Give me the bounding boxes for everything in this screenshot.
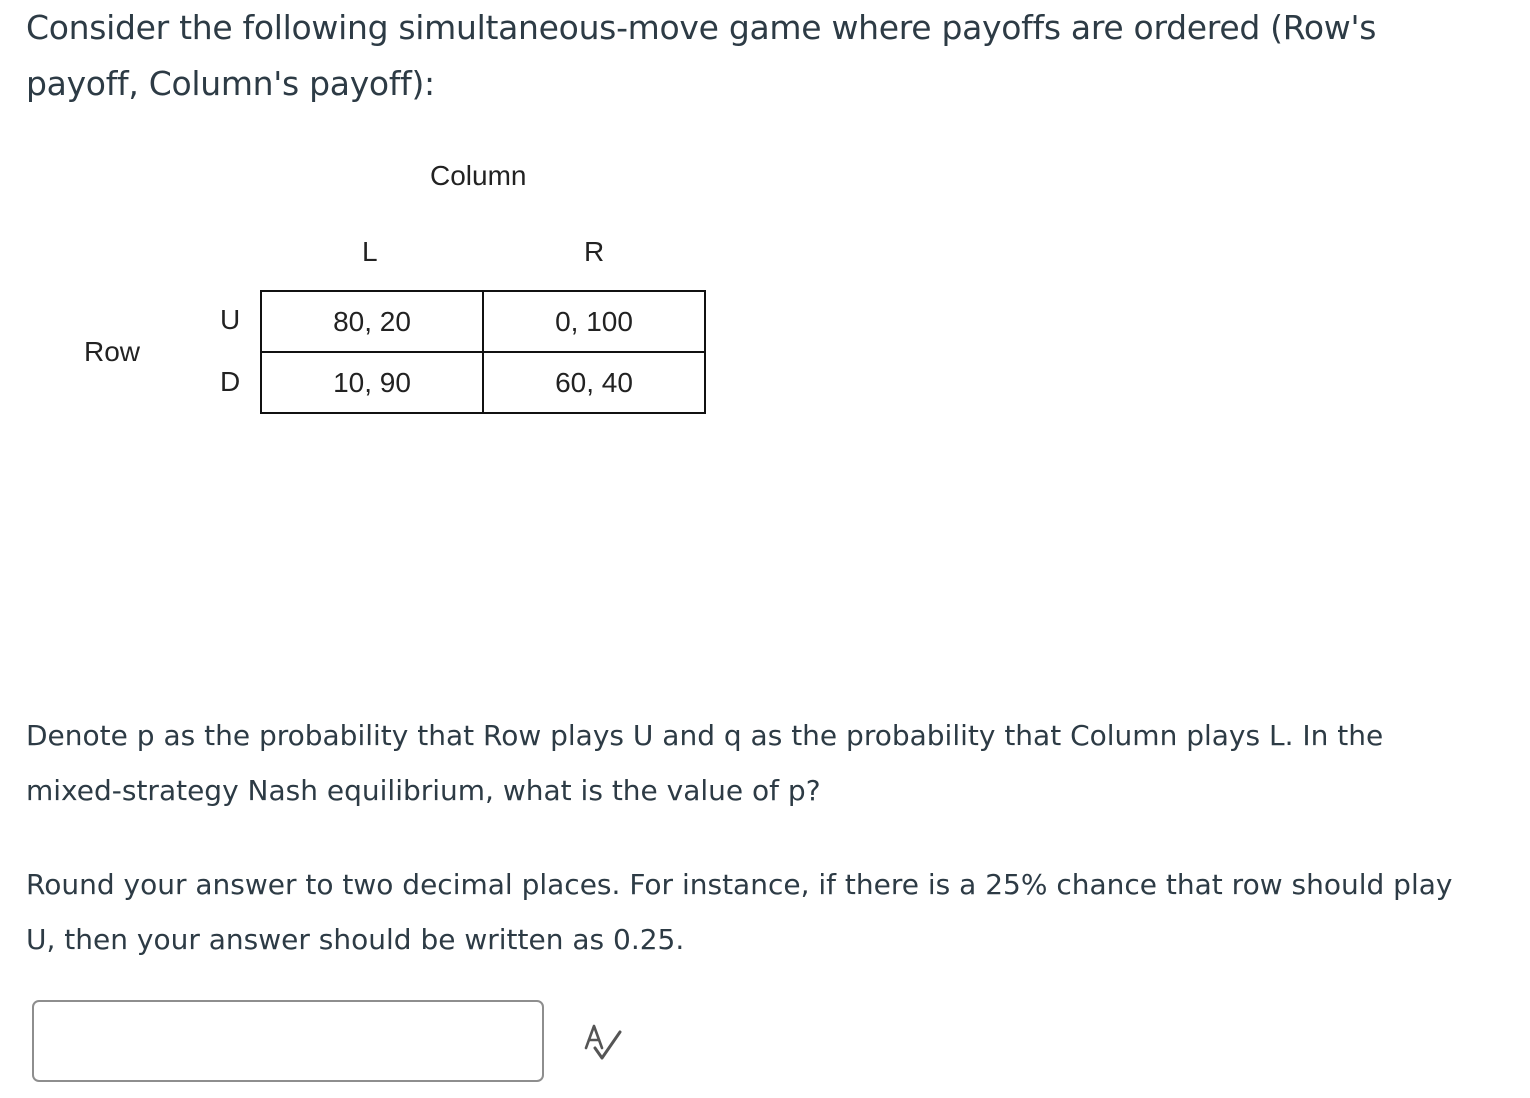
- payoff-cell-u-r: 0, 100: [483, 291, 705, 352]
- question-intro: Consider the following simultaneous-move game where payoffs are ordered (Row's payoff, Column's payoff):: [26, 8, 1377, 103]
- payoff-cell-u-l: 80, 20: [261, 291, 483, 352]
- column-player-label: Column: [430, 160, 527, 191]
- payoff-cell-d-r: 60, 40: [483, 352, 705, 413]
- rounding-instructions: Round your answer to two decimal places. For instance, if there is a 25% chance that row should play U, then your answer should be written as 0.25.: [26, 868, 1453, 956]
- row-strategy-u: U: [220, 304, 241, 335]
- row-player-label: Row: [84, 336, 141, 367]
- column-strategy-r: R: [584, 236, 605, 267]
- column-strategy-l: L: [362, 236, 378, 267]
- answer-input[interactable]: [32, 1000, 544, 1082]
- payoff-cell-d-l: 10, 90: [261, 352, 483, 413]
- payoff-row-d: [261, 352, 705, 413]
- row-strategy-d: D: [220, 366, 241, 397]
- question-prompt: Denote p as the probability that Row plays U and q as the probability that Column plays L. In the mixed-strategy Nash equilibrium, what is the value of p?: [26, 719, 1384, 807]
- spellcheck-icon[interactable]: [582, 1022, 624, 1064]
- payoff-matrix-figure: [0, 0, 760, 440]
- payoff-row-u: [261, 291, 705, 352]
- payoff-table: [260, 290, 706, 414]
